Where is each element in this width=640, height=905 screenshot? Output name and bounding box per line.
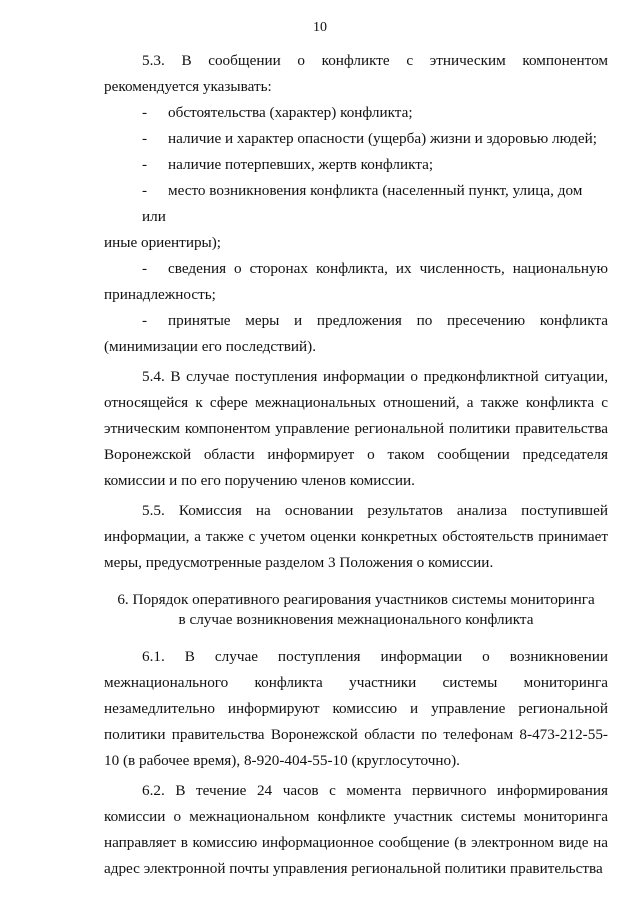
list-item-continuation: иные ориентиры); [104, 234, 222, 251]
list-item: - наличие и характер опасности (ущерба) жизни и здоровью людей; [142, 130, 598, 147]
section-5-3-intro-line1: 5.3. В сообщении о конфликте с этническим компонентом [142, 52, 608, 69]
section-5-4: 5.4. В случае поступления информации о предконфликтной ситуации, относящейся к сфере межнациональных отношений, а также конфликта с этническим компонентом управление региональной политики правительства Воронежской области информирует о таком сообщении председателя комиссии и по его поручению членов комиссии. [104, 368, 608, 489]
section-6-1: 6.1. В случае поступления информации о возникновении межнационального конфликта участники системы мониторинга незамедлительно информируют комиссию и управление региональной политики правительства Воронежской области по телефонам 8-473-212-55-10 (в рабочее время), 8-920-404-55-10 (круглосуточно). [104, 648, 608, 769]
list-item: - принятые меры и предложения по пресечению конфликта [142, 312, 608, 329]
section-5-3-intro-line2: рекомендуется указывать: [104, 78, 272, 95]
list-item-continuation: принадлежность; [104, 286, 216, 303]
list-item: - место возникновения конфликта (населенный пункт, улица, дом или [142, 182, 583, 225]
list-item: - наличие потерпевших, жертв конфликта; [142, 156, 434, 173]
section-6-2: 6.2. В течение 24 часов с момента первичного информирования комиссии о межнациональном конфликте участник системы мониторинга направляет в комиссию информационное сообщение (в электронном виде на адрес электронной почты управления региональной политики правительства [104, 782, 608, 877]
list-item-continuation: (минимизации его последствий). [104, 338, 317, 355]
section-6-heading-line2: в случае возникновения межнационального конфликта [178, 611, 534, 628]
list-item: - обстоятельства (характер) конфликта; [142, 104, 413, 121]
list-item: - сведения о сторонах конфликта, их численность, национальную [142, 260, 608, 277]
section-5-5: 5.5. Комиссия на основании результатов анализа поступившей информации, а также с учетом оценки конкретных обстоятельств принимает меры, предусмотренные разделом 3 Положения о комиссии. [104, 502, 608, 571]
page-number: 10 [313, 20, 327, 35]
document-body [104, 48, 608, 882]
section-6-heading [104, 590, 608, 630]
section-6-heading-line1: 6. Порядок оперативного реагирования участников системы мониторинга [117, 591, 595, 608]
